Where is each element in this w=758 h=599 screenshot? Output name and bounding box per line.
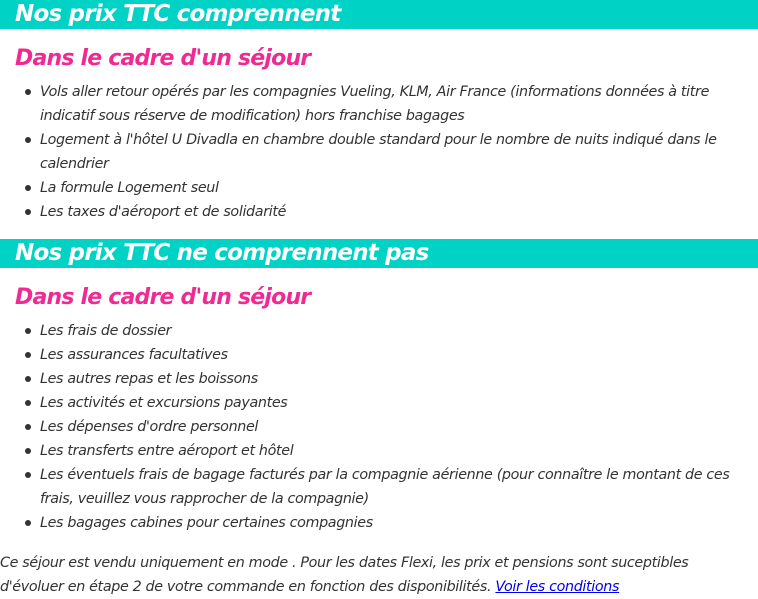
list-item: Les éventuels frais de bagage facturés par la compagnie aérienne (pour connaître le montant de ces frais, veuillez vous rapprocher de la compagnie) <box>0 463 758 511</box>
included-subheading: Dans le cadre d'un séjour <box>15 46 311 71</box>
list-item: Logement à l'hôtel U Divadla en chambre double standard pour le nombre de nuits indiqué dans le calendrier <box>0 128 758 176</box>
excluded-subheading: Dans le cadre d'un séjour <box>15 285 311 310</box>
conditions-link[interactable]: Voir les conditions <box>495 579 620 595</box>
list-item: La formule Logement seul <box>0 176 758 200</box>
list-item: Les activités et excursions payantes <box>0 391 758 415</box>
included-list <box>0 80 758 224</box>
list-item: Les assurances facultatives <box>0 343 758 367</box>
excluded-section-heading <box>0 239 758 268</box>
list-item: Les dépenses d'ordre personnel <box>0 415 758 439</box>
excluded-list <box>0 319 758 535</box>
note-text: Ce séjour est vendu uniquement en mode . Pour les dates Flexi, les prix et pensions sont suceptibles d'évoluer en étape 2 de votre commande en fonction des disponibilités. <box>0 555 689 595</box>
flexi-conditions-note <box>0 551 758 599</box>
list-item: Les autres repas et les boissons <box>0 367 758 391</box>
list-item: Vols aller retour opérés par les compagnies Vueling, KLM, Air France (informations données à titre indicatif sous réserve de modification) hors franchise bagages <box>0 80 758 128</box>
list-item: Les bagages cabines pour certaines compagnies <box>0 511 758 535</box>
list-item: Les frais de dossier <box>0 319 758 343</box>
list-item: Les taxes d'aéroport et de solidarité <box>0 200 758 224</box>
list-item: Les transferts entre aéroport et hôtel <box>0 439 758 463</box>
included-section-heading <box>0 0 758 29</box>
included-heading-text: Nos prix TTC comprennent <box>15 1 341 27</box>
excluded-heading-text: Nos prix TTC ne comprennent pas <box>15 240 429 266</box>
